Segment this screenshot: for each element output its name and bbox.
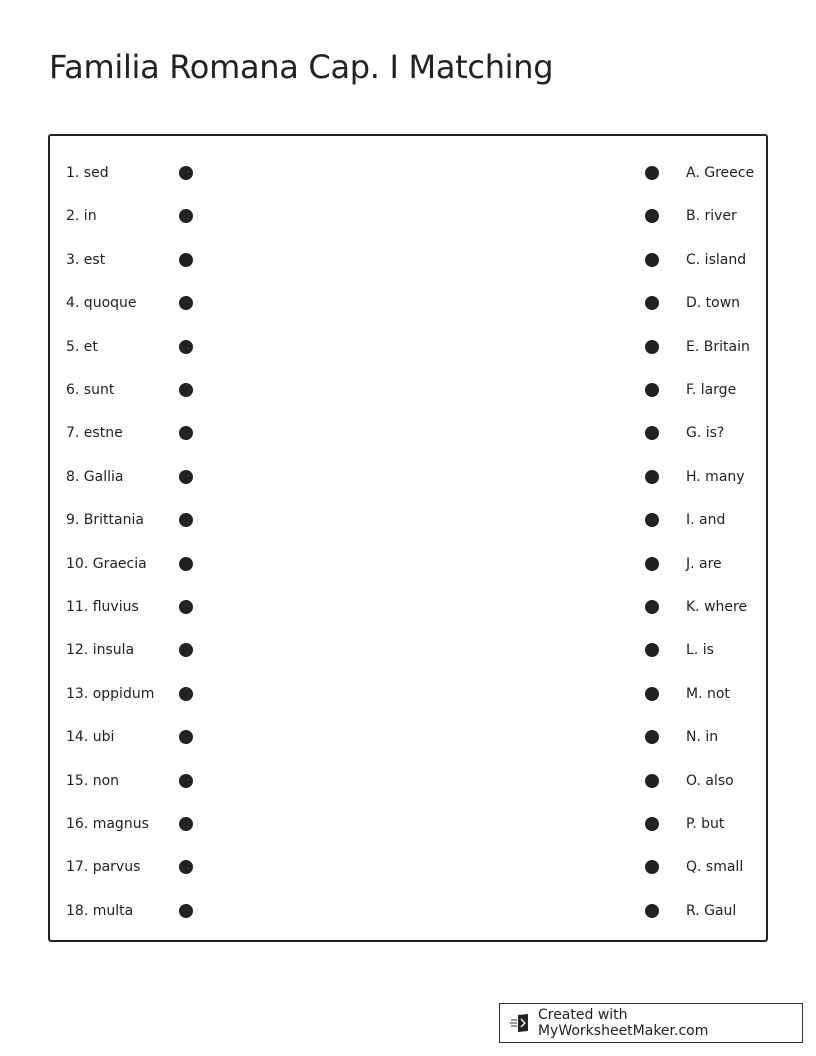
right-term: Q. small <box>686 859 744 876</box>
match-row <box>50 554 766 574</box>
left-term: 17. parvus <box>66 859 141 876</box>
match-row <box>50 293 766 313</box>
right-term: L. is <box>686 642 714 659</box>
left-term: 10. Graecia <box>66 555 147 572</box>
match-row <box>50 684 766 704</box>
left-connector-dot[interactable] <box>179 383 193 397</box>
left-term: 1. sed <box>66 165 109 181</box>
left-connector-dot[interactable] <box>179 904 193 918</box>
left-term: 8. Gallia <box>66 468 124 485</box>
left-term: 12. insula <box>66 642 135 659</box>
left-connector-dot[interactable] <box>179 470 193 484</box>
right-term: G. is? <box>686 425 725 442</box>
footer-text: Created with MyWorksheetMaker.com <box>537 1007 709 1039</box>
left-connector-dot[interactable] <box>179 296 193 310</box>
right-connector-dot[interactable] <box>645 557 659 571</box>
match-row <box>50 727 766 747</box>
match-row <box>50 901 766 921</box>
right-term: B. river <box>686 208 737 225</box>
right-term: H. many <box>686 468 745 485</box>
right-term: K. where <box>686 599 748 615</box>
left-connector-dot[interactable] <box>179 774 193 788</box>
left-term: 4. quoque <box>66 295 137 312</box>
match-row <box>50 163 766 183</box>
match-row <box>50 337 766 357</box>
left-term: 6. sunt <box>66 382 115 398</box>
right-connector-dot[interactable] <box>645 426 659 440</box>
left-connector-dot[interactable] <box>179 557 193 571</box>
match-row <box>50 640 766 660</box>
match-row <box>50 467 766 487</box>
match-row <box>50 771 766 791</box>
left-term: 2. in <box>66 208 97 225</box>
match-row <box>50 814 766 834</box>
left-connector-dot[interactable] <box>179 643 193 657</box>
left-connector-dot[interactable] <box>179 687 193 701</box>
right-term: I. and <box>686 512 726 529</box>
left-connector-dot[interactable] <box>179 426 193 440</box>
right-term: F. large <box>686 382 737 398</box>
right-connector-dot[interactable] <box>645 340 659 354</box>
left-term: 15. non <box>66 772 120 789</box>
right-term: P. but <box>686 816 725 832</box>
right-connector-dot[interactable] <box>645 166 659 180</box>
worksheet-title: Familia Romana Cap. I Matching <box>49 48 554 86</box>
right-term: N. in <box>686 729 719 746</box>
right-connector-dot[interactable] <box>645 470 659 484</box>
left-connector-dot[interactable] <box>179 860 193 874</box>
left-term: 18. multa <box>66 902 134 919</box>
left-term: 11. fluvius <box>66 599 139 615</box>
right-connector-dot[interactable] <box>645 860 659 874</box>
right-connector-dot[interactable] <box>645 209 659 223</box>
right-term: R. Gaul <box>686 902 737 919</box>
left-connector-dot[interactable] <box>179 513 193 527</box>
left-term: 13. oppidum <box>66 685 155 702</box>
left-connector-dot[interactable] <box>179 817 193 831</box>
match-row <box>50 206 766 226</box>
left-term: 5. et <box>66 338 98 355</box>
right-connector-dot[interactable] <box>645 730 659 744</box>
right-term: E. Britain <box>686 338 750 355</box>
left-connector-dot[interactable] <box>179 730 193 744</box>
left-term: 14. ubi <box>66 729 115 746</box>
left-connector-dot[interactable] <box>179 340 193 354</box>
match-row <box>50 423 766 443</box>
right-connector-dot[interactable] <box>645 600 659 614</box>
left-connector-dot[interactable] <box>179 166 193 180</box>
right-term: J. are <box>686 555 722 572</box>
match-row <box>50 380 766 400</box>
right-term: C. island <box>686 251 747 268</box>
right-connector-dot[interactable] <box>645 904 659 918</box>
right-term: M. not <box>686 685 730 702</box>
footer-credit[interactable] <box>499 1003 803 1043</box>
right-connector-dot[interactable] <box>645 513 659 527</box>
left-term: 16. magnus <box>66 816 149 832</box>
right-connector-dot[interactable] <box>645 774 659 788</box>
left-connector-dot[interactable] <box>179 253 193 267</box>
right-term: D. town <box>686 295 741 312</box>
matching-box <box>48 134 768 942</box>
right-connector-dot[interactable] <box>645 687 659 701</box>
right-connector-dot[interactable] <box>645 253 659 267</box>
match-row <box>50 510 766 530</box>
left-term: 9. Brittania <box>66 512 144 529</box>
right-connector-dot[interactable] <box>645 817 659 831</box>
right-connector-dot[interactable] <box>645 383 659 397</box>
left-connector-dot[interactable] <box>179 209 193 223</box>
right-connector-dot[interactable] <box>645 296 659 310</box>
match-row <box>50 250 766 270</box>
left-term: 3. est <box>66 251 106 268</box>
left-connector-dot[interactable] <box>179 600 193 614</box>
right-term: A. Greece <box>686 165 755 181</box>
match-row <box>50 597 766 617</box>
right-term: O. also <box>686 772 734 789</box>
left-term: 7. estne <box>66 425 123 442</box>
right-connector-dot[interactable] <box>645 643 659 657</box>
match-row <box>50 857 766 877</box>
worksheet-maker-logo-icon <box>510 1012 532 1034</box>
